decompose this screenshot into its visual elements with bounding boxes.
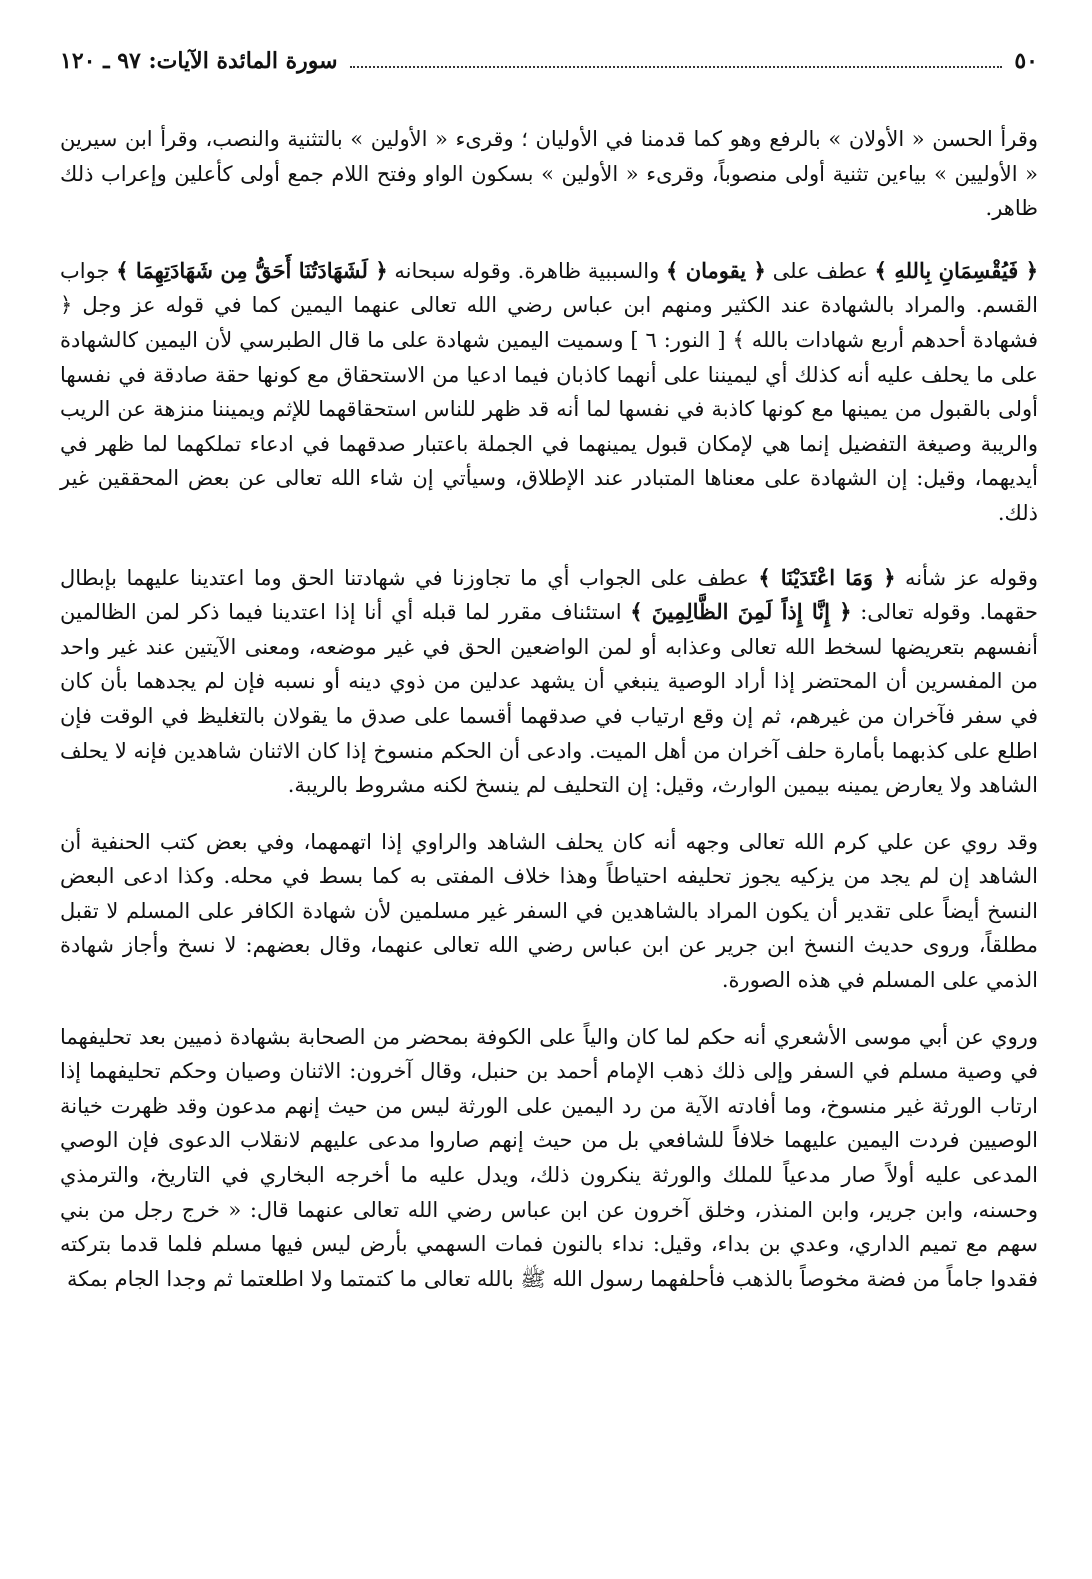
paragraph-text: جواب القسم. والمراد بالشهادة عند الكثير ومنهم ابن عباس رضي الله تعالى عنهما اليمين كما في قوله عز وجل ﴿ فشهادة أحدهم أربع شهادات بالله ﴾ [ النور: ٦ ] وسميت اليمين شهادة على ما قال الطبرسي لأن اليمين كالشهادة على ما يحلف عليه أنه كذلك أي ليميننا على أنهما كاذبان فيما ادعيا من الاستحقاق مع كونها حقة صادقة في نفسها أولى بالقبول من يمينها مع كونها كاذبة في نفسها لما أنه قد ظهر للناس استحقاقهما للإثم ويميننا منزهة عن الريب والريبة وصيغة التفضيل إنما هي لإمكان قبول يمينهما في الجملة باعتبار صدقهما في ادعاء تملكهما لما ظهر في أيديهما، وقيل: إن الشهادة على معناها المتبادر عند الإطلاق، وسيأتي إن شاء الله تعالى عن بعض المحققين غير ذلك. <box>60 258 1038 525</box>
document-page <box>60 48 1038 1548</box>
page-number: ٥٠ <box>1014 48 1038 74</box>
paragraph-text: عطف على <box>765 258 875 283</box>
quran-quote: ﴿ إِنَّا إِذاً لَمِنَ الظَّالِمِينَ ﴾ <box>630 599 852 625</box>
paragraph-text: استئناف مقرر لما قبله أي أنا إذا اعتدينا فيما ذكر لمن الظالمين أنفسهم بتعريضها لسخط الله تعالى وعذابه أو لمن الواضعين الحق في غير موضعه، ومعنى الآيتين عند غير واحد من المفسرين أن المحتضر إذا أراد الوصية ينبغي أن يشهد عدلين من ذوي دينه أو نسبه فإن لم يجدهما بأن كان في سفر فآخران من غيرهم، ثم إن وقع ارتياب في صدقهما أقسما على صدق ما يقولان بالتغليظ في الوقت فإن اطلع على كذبهما بأمارة حلف آخران من أهل الميت. وادعى أن الحكم منسوخ إذا كان الاثنان شاهدين فإنه لا يحلف الشاهد ولا يعارض يمينه بيمين الوارث، وقيل: إن التحليف لم ينسخ لكنه مشروط بالريبة. <box>60 600 1038 798</box>
page-title: سورة المائدة الآيات: ٩٧ ـ ١٢٠ <box>60 48 338 74</box>
paragraph-text: وقرأ الحسن « الأولان » بالرفع وهو كما قدمنا في الأوليان ؛ وقرىء « الأولين » بالتثنية والنصب، وقرأ ابن سيرين « الأوليين » بياءين تثنية أولى منصوباً، وقرىء « الأولين » بسكون الواو وفتح اللام جمع أولى كأعلين وإعراب ذلك ظاهر. <box>60 127 1038 221</box>
header-dotted-leader <box>350 52 1003 68</box>
paragraph-2 <box>60 254 1038 531</box>
quran-quote: ﴿ فَيُقْسِمَانِ بِاللهِ ﴾ <box>874 257 1038 283</box>
paragraph-text: وقد روي عن علي كرم الله تعالى وجهه أنه كان يحلف الشاهد والراوي إذا اتهمهما، وفي بعض كتب الحنفية أن الشاهد إن لم يجد من يزكيه يجوز تحليفه احتياطاً وهذا خلاف المفتى به كما بسط في محله. وكذا ادعى البعض النسخ أيضاً على تقدير أن يكون المراد بالشاهدين في السفر غير مسلمين لأن شهادة الكافر على المسلم لا تقبل مطلقاً، وروى حديث النسخ ابن جرير عن ابن عباس رضي الله تعالى عنهما، وقال بعضهم: لا نسخ وأجاز شهادة الذمي على المسلم في هذه الصورة. <box>60 829 1038 993</box>
paragraph-4 <box>60 825 1038 998</box>
paragraph-text: عطف على الجواب أي ما تجاوزنا في شهادتنا الحق وما اعتدينا عليهما بإبطال حقهما. وقوله تعالى: <box>60 565 1039 625</box>
paragraph-5 <box>60 1020 1038 1297</box>
paragraph-text: وروي عن أبي موسى الأشعري أنه حكم لما كان والياً على الكوفة بمحضر من الصحابة بشهادة ذميين بعد تحليفهما في وصية مسلم في السفر وإلى ذلك ذهب الإمام أحمد بن حنبل، وقال آخرون: الاثنان وصيان وحكم تحليفهما إذا ارتاب الورثة غير منسوخ، وما أفادته الآية من رد اليمين على الورثة ليس من حيث إنهم مدعون وقد ظهرت خيانة الوصيين فردت اليمين عليهما خلافاً للشافعي بل من حيث إنهم صاروا مدعى عليهم لانقلاب الدعوى فإن الوصي المدعى عليه أولاً صار مدعياً للملك والورثة ينكرون ذلك، ويدل عليه ما أخرجه البخاري في التاريخ، والترمذي وحسنه، وابن جرير، وابن المنذر، وخلق آخرون عن ابن عباس رضي الله تعالى عنهما قال: « خرج رجل من بني سهم مع تميم الداري، وعدي بن بداء، وقيل: نداء بالنون فمات السهمي بأرض ليس فيها مسلم فلما قدما بتركته فقدوا جاماً من فضة مخوصاً بالذهب فأحلفهما رسول الله ﷺ بالله تعالى ما كتمتما ولا اطلعتما ثم وجدا الجام بمكة <box>60 1024 1038 1291</box>
quran-quote: ﴿ وَمَا اعْتَدَيْنَا ﴾ <box>758 564 896 590</box>
paragraph-text: والسببية ظاهرة. وقوله سبحانه <box>387 258 667 283</box>
quran-quote: ﴿ لَشَهَادَتُنَا أَحَقُّ مِن شَهَادَتِهِمَا ﴾ <box>116 257 388 283</box>
page-header <box>60 48 1038 90</box>
quran-quote: ﴿ يقومان ﴾ <box>666 257 766 283</box>
paragraph-1 <box>60 122 1038 226</box>
paragraph-text: وقوله عز شأنه <box>895 565 1038 590</box>
paragraph-3 <box>60 561 1038 803</box>
